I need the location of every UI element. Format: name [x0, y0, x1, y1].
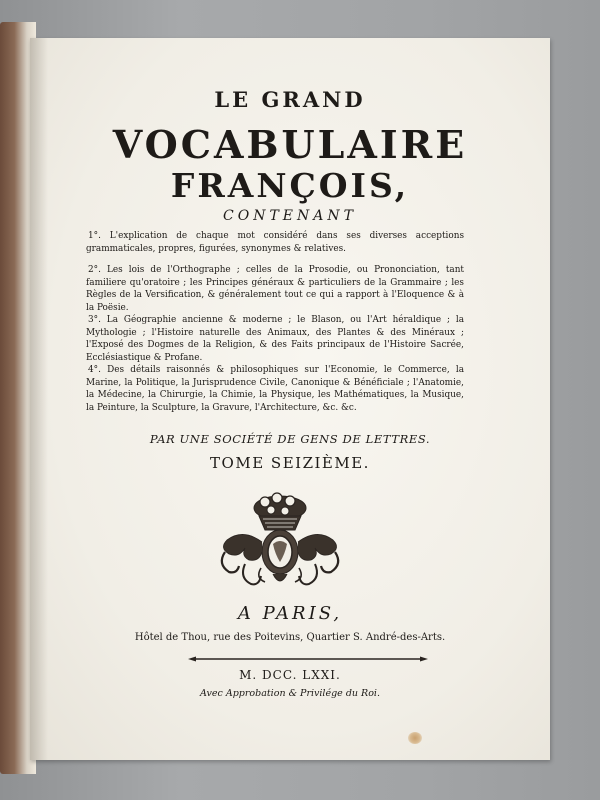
contents-item-2: 2°. Les lois de l'Orthographe ; celles de la Prosodie, ou Prononciation, tant familiere qu'oratoire ; les Principes généraux & particuliers de la Grammaire ; les Règles de la Versification, & généralement tout ce qui a rapport à l'Eloquence & à la Poësie. — [86, 265, 464, 313]
contents-item-4: 4°. Des détails raisonnés & philosophiques sur l'Economie, le Commerce, la Marine, la Politique, la Jurisprudence Civile, Canonique & Bénéficiale ; l'Anatomie, la Médecine, la Chirurgie, la Chimie, la Physique, les Mathématiques, la Musique, la Peinture, la Sculpture, la Gravure, l'Architecture, &c. &c. — [86, 365, 464, 413]
title-line-1: LE GRAND — [214, 87, 366, 112]
title-contenant: CONTENANT — [223, 208, 357, 224]
volume-number: TOME SEIZIÈME. — [210, 454, 370, 472]
fleuron-ornament-icon — [215, 488, 345, 590]
title-line-3: FRANÇOIS, — [170, 166, 410, 205]
imprint-address: Hôtel de Thou, rue des Poitevins, Quartier S. André-des-Arts. — [134, 632, 446, 643]
decorative-rule — [188, 656, 428, 662]
title-line-2: VOCABULAIRE — [112, 122, 468, 167]
contents-item-3: 3°. La Géographie ancienne & moderne ; le Blason, ou l'Art héraldique ; la Mythologie ; l'Histoire naturelle des Animaux, des Plantes & des Minéraux ; l'Exposé des Dogmes de la Religion, & des Faits principaux de l'Histoire Sacrée, Ecclésiastique & Profane. — [86, 315, 464, 363]
foxing-spot — [408, 732, 422, 744]
author-society: PAR UNE SOCIÉTÉ DE GENS DE LETTRES. — [149, 432, 431, 446]
imprint-year: M. DCC. LXXI. — [239, 668, 341, 682]
royal-approval: Avec Approbation & Privilége du Roi. — [200, 688, 380, 699]
contents-item-1: 1°. L'explication de chaque mot considéré dans ses diverses acceptions grammaticales, propres, figurées, synonymes & relatives. — [86, 231, 464, 254]
imprint-city: A PARIS, — [237, 603, 343, 624]
